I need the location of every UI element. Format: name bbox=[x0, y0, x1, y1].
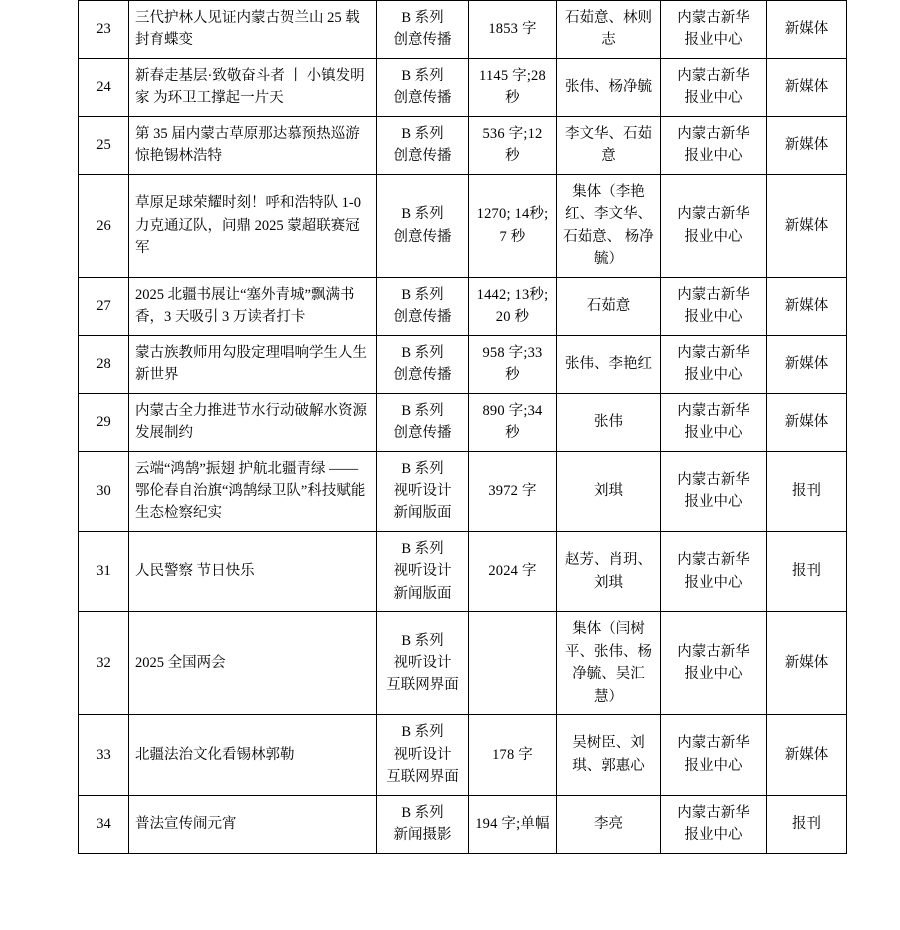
row-organization: 内蒙古新华 报业中心 bbox=[661, 393, 767, 451]
row-authors: 集体（李艳红、李文华、石茹意、 杨净毓） bbox=[557, 174, 661, 277]
row-index: 25 bbox=[79, 116, 129, 174]
row-index: 23 bbox=[79, 1, 129, 59]
row-authors: 吴树臣、刘琪、郭惠心 bbox=[557, 715, 661, 795]
row-length: 3972 字 bbox=[469, 451, 557, 531]
table-row bbox=[79, 531, 847, 611]
row-media-type: 新媒体 bbox=[767, 116, 847, 174]
row-index: 32 bbox=[79, 612, 129, 715]
row-length: 1270; 14秒; 7 秒 bbox=[469, 174, 557, 277]
row-index: 34 bbox=[79, 795, 129, 853]
row-title: 蒙古族教师用勾股定理唱响学生人生新世界 bbox=[129, 335, 377, 393]
row-media-type: 新媒体 bbox=[767, 58, 847, 116]
row-authors: 赵芳、肖玥、刘琪 bbox=[557, 531, 661, 611]
row-length: 1442; 13秒; 20 秒 bbox=[469, 277, 557, 335]
row-media-type: 新媒体 bbox=[767, 335, 847, 393]
row-title: 2025 全国两会 bbox=[129, 612, 377, 715]
row-organization: 内蒙古新华 报业中心 bbox=[661, 795, 767, 853]
row-index: 29 bbox=[79, 393, 129, 451]
awards-table bbox=[78, 0, 847, 854]
row-organization: 内蒙古新华 报业中心 bbox=[661, 612, 767, 715]
row-authors: 集体（闫树平、张伟、杨净毓、吴汇慧） bbox=[557, 612, 661, 715]
row-index: 24 bbox=[79, 58, 129, 116]
row-category: B 系列 创意传播 bbox=[377, 116, 469, 174]
row-organization: 内蒙古新华 报业中心 bbox=[661, 1, 767, 59]
row-title: 内蒙古全力推进节水行动破解水资源发展制约 bbox=[129, 393, 377, 451]
row-length: 194 字;单幅 bbox=[469, 795, 557, 853]
table-row bbox=[79, 393, 847, 451]
row-title: 2025 北疆书展让“塞外青城”飘满书香，3 天吸引 3 万读者打卡 bbox=[129, 277, 377, 335]
row-authors: 李文华、石茹意 bbox=[557, 116, 661, 174]
row-media-type: 新媒体 bbox=[767, 612, 847, 715]
row-length: 1853 字 bbox=[469, 1, 557, 59]
row-media-type: 报刊 bbox=[767, 531, 847, 611]
row-media-type: 新媒体 bbox=[767, 174, 847, 277]
table-row bbox=[79, 335, 847, 393]
row-title: 新春走基层·致敬奋斗者 丨 小镇发明家 为环卫工撑起一片天 bbox=[129, 58, 377, 116]
row-organization: 内蒙古新华 报业中心 bbox=[661, 58, 767, 116]
row-category: B 系列 新闻摄影 bbox=[377, 795, 469, 853]
row-index: 27 bbox=[79, 277, 129, 335]
row-title: 北疆法治文化看锡林郭勒 bbox=[129, 715, 377, 795]
table-row bbox=[79, 116, 847, 174]
row-title: 云端“鸿鹄”振翅 护航北疆青绿 ——鄂伦春自治旗“鸿鹄绿卫队”科技赋能生态检察纪实 bbox=[129, 451, 377, 531]
row-media-type: 新媒体 bbox=[767, 393, 847, 451]
row-category: B 系列 视听设计 互联网界面 bbox=[377, 715, 469, 795]
row-title: 第 35 届内蒙古草原那达慕预热巡游惊艳锡林浩特 bbox=[129, 116, 377, 174]
row-authors: 石茹意 bbox=[557, 277, 661, 335]
row-authors: 李亮 bbox=[557, 795, 661, 853]
row-category: B 系列 创意传播 bbox=[377, 335, 469, 393]
row-organization: 内蒙古新华 报业中心 bbox=[661, 715, 767, 795]
row-category: B 系列 创意传播 bbox=[377, 1, 469, 59]
table-row bbox=[79, 795, 847, 853]
row-index: 30 bbox=[79, 451, 129, 531]
row-media-type: 报刊 bbox=[767, 451, 847, 531]
row-organization: 内蒙古新华 报业中心 bbox=[661, 277, 767, 335]
table-row bbox=[79, 612, 847, 715]
row-media-type: 新媒体 bbox=[767, 1, 847, 59]
row-category: B 系列 创意传播 bbox=[377, 277, 469, 335]
table-row bbox=[79, 715, 847, 795]
row-length: 2024 字 bbox=[469, 531, 557, 611]
row-authors: 张伟、李艳红 bbox=[557, 335, 661, 393]
row-title: 草原足球荣耀时刻！呼和浩特队 1-0 力克通辽队，问鼎 2025 蒙超联赛冠军 bbox=[129, 174, 377, 277]
table-body bbox=[79, 1, 847, 854]
row-organization: 内蒙古新华 报业中心 bbox=[661, 174, 767, 277]
row-index: 26 bbox=[79, 174, 129, 277]
row-length: 958 字;33 秒 bbox=[469, 335, 557, 393]
row-category: B 系列 创意传播 bbox=[377, 174, 469, 277]
row-authors: 张伟、杨净毓 bbox=[557, 58, 661, 116]
row-media-type: 新媒体 bbox=[767, 715, 847, 795]
table-row bbox=[79, 1, 847, 59]
row-organization: 内蒙古新华 报业中心 bbox=[661, 531, 767, 611]
row-title: 人民警察 节日快乐 bbox=[129, 531, 377, 611]
row-length bbox=[469, 612, 557, 715]
row-title: 普法宣传闹元宵 bbox=[129, 795, 377, 853]
row-category: B 系列 创意传播 bbox=[377, 58, 469, 116]
row-length: 178 字 bbox=[469, 715, 557, 795]
row-index: 33 bbox=[79, 715, 129, 795]
row-length: 1145 字;28 秒 bbox=[469, 58, 557, 116]
row-length: 890 字;34 秒 bbox=[469, 393, 557, 451]
row-index: 28 bbox=[79, 335, 129, 393]
row-organization: 内蒙古新华 报业中心 bbox=[661, 116, 767, 174]
table-row bbox=[79, 174, 847, 277]
row-category: B 系列 视听设计 新闻版面 bbox=[377, 451, 469, 531]
row-organization: 内蒙古新华 报业中心 bbox=[661, 335, 767, 393]
table-row bbox=[79, 58, 847, 116]
row-authors: 石茹意、林则志 bbox=[557, 1, 661, 59]
row-length: 536 字;12 秒 bbox=[469, 116, 557, 174]
row-title: 三代护林人见证内蒙古贺兰山 25 载封育蝶变 bbox=[129, 1, 377, 59]
row-category: B 系列 创意传播 bbox=[377, 393, 469, 451]
row-index: 31 bbox=[79, 531, 129, 611]
row-authors: 张伟 bbox=[557, 393, 661, 451]
row-media-type: 新媒体 bbox=[767, 277, 847, 335]
row-organization: 内蒙古新华 报业中心 bbox=[661, 451, 767, 531]
table-row bbox=[79, 451, 847, 531]
table-row bbox=[79, 277, 847, 335]
row-category: B 系列 视听设计 新闻版面 bbox=[377, 531, 469, 611]
row-category: B 系列 视听设计 互联网界面 bbox=[377, 612, 469, 715]
row-media-type: 报刊 bbox=[767, 795, 847, 853]
row-authors: 刘琪 bbox=[557, 451, 661, 531]
